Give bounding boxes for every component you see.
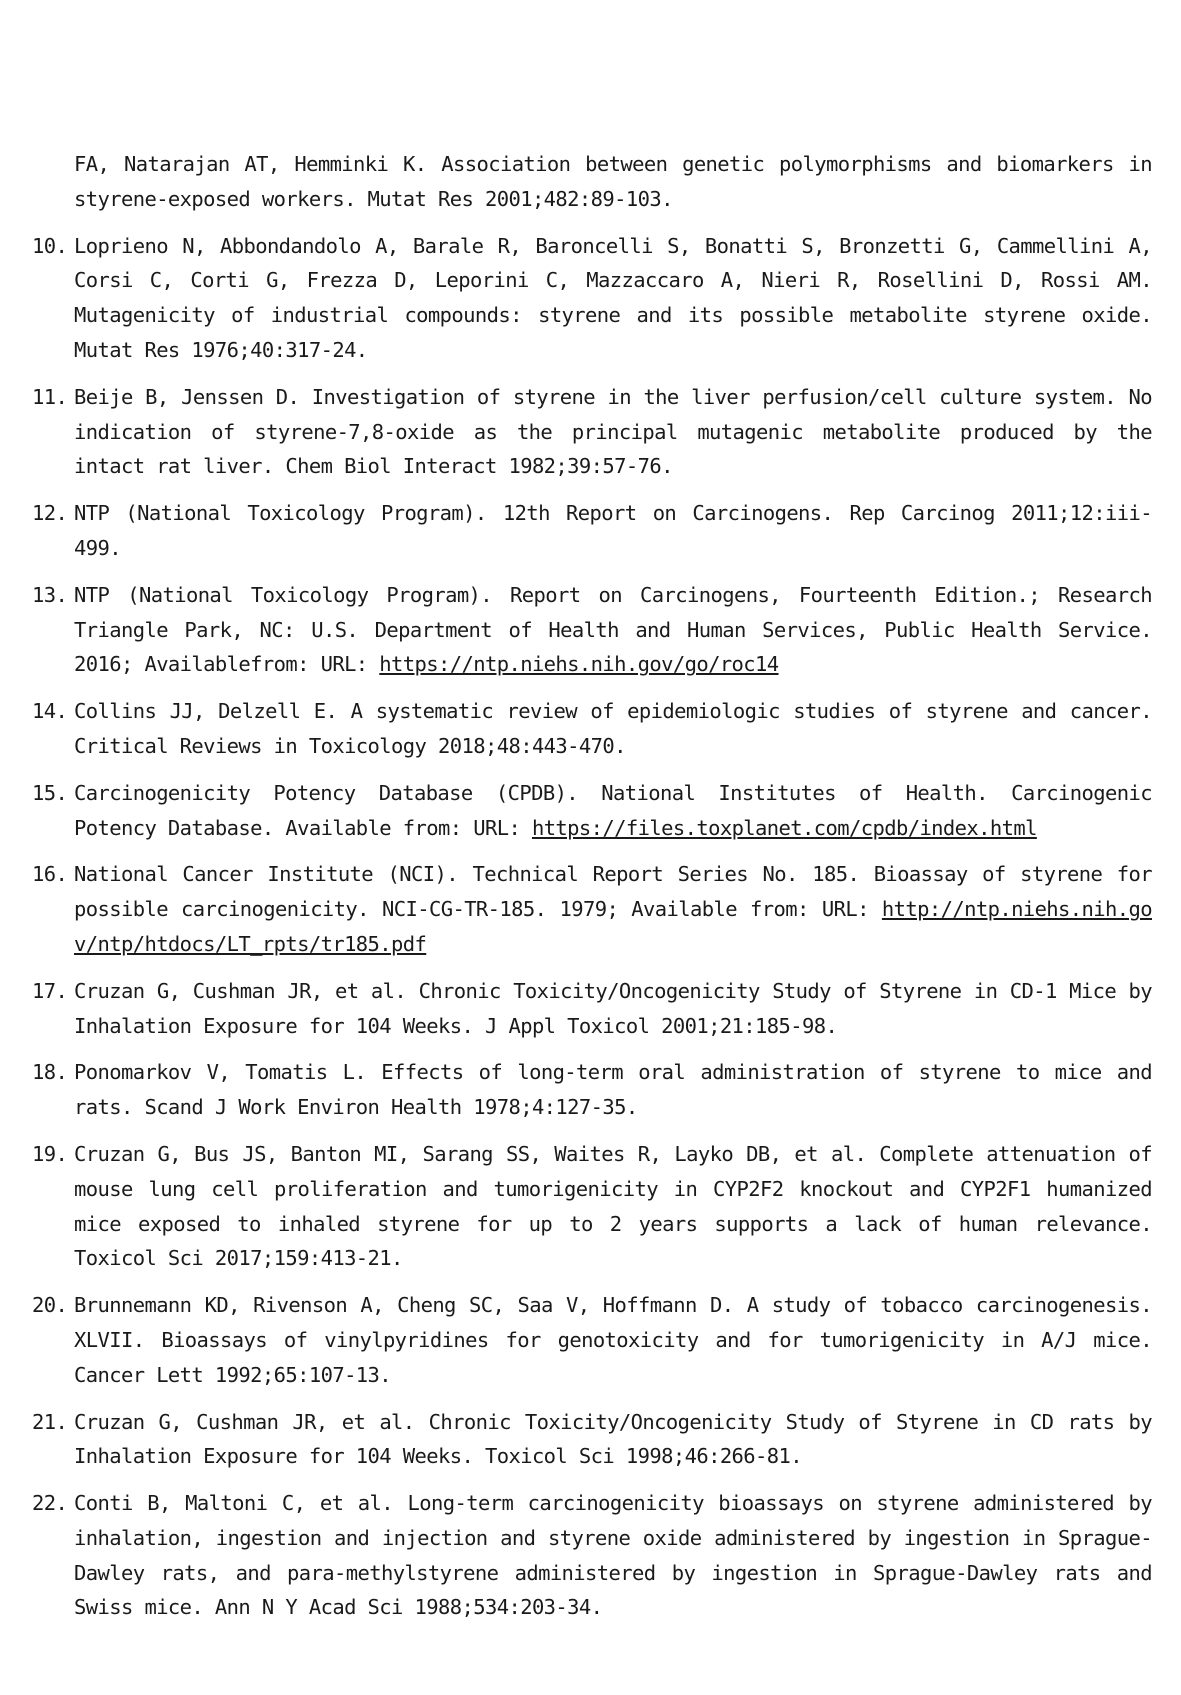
reference-item — [32, 380, 1152, 484]
reference-text: Cruzan G, Bus JS, Banton MI, Sarang SS, Waites R, Layko DB, et al. Complete attenuation of mouse lung cell proliferation and tumorigenicity in CYP2F2 knockout and CYP2F1 humanized mice exposed to inhaled styrene for up to 2 years supports a lack of human relevance. Toxicol Sci 2017;159:413-21. — [74, 1141, 1152, 1271]
reference-text: Collins JJ, Delzell E. A systematic review of epidemiologic studies of styrene and cancer. Critical Reviews in Toxicology 2018;48:443-470. — [74, 699, 1152, 758]
reference-item — [32, 578, 1152, 682]
reference-item — [32, 694, 1152, 764]
reference-text: Ponomarkov V, Tomatis L. Effects of long-term oral administration of styrene to mice and rats. Scand J Work Environ Health 1978;4:127-35. — [74, 1060, 1152, 1120]
reference-body — [74, 857, 1152, 961]
reference-number: 15. — [32, 780, 68, 805]
reference-link[interactable]: https://ntp.niehs.nih.gov/go/roc14 — [379, 652, 779, 677]
reference-item — [32, 496, 1152, 566]
reference-text: FA, Natarajan AT, Hemminki K. Association between genetic polymorphisms and biomarkers in styrene-exposed workers. Mutat Res 2001;482:89-103. — [74, 152, 1152, 211]
reference-text: National Cancer Institute (NCI). Technical Report Series No. 185. Bioassay of styrene for possible carcinogenicity. NCI-CG-TR-185. 1979; Available from: URL: — [74, 862, 1152, 922]
reference-number: 11. — [32, 384, 68, 409]
reference-item — [32, 1055, 1152, 1125]
reference-item — [32, 974, 1152, 1044]
reference-body — [74, 578, 1152, 682]
reference-text: NTP (National Toxicology Program). Report on Carcinogens, Fourteenth Edition.; Research Triangle Park, NC: U.S. Department of Health and Human Services, Public Health Service. 2016; Availablefrom: URL: — [74, 582, 1152, 677]
reference-number: 19. — [32, 1141, 68, 1166]
reference-number: 18. — [32, 1060, 68, 1085]
reference-number: 10. — [32, 233, 68, 258]
reference-item — [32, 147, 1152, 217]
reference-text: Brunnemann KD, Rivenson A, Cheng SC, Saa V, Hoffmann D. A study of tobacco carcinogenesis. XLVII. Bioassays of vinylpyridines for genotoxicity and for tumorigenicity in A/J mice. Cancer Lett 1992;65:107-13. — [74, 1293, 1152, 1387]
reference-link[interactable]: https://files.toxplanet.com/cpdb/index.html — [531, 815, 1037, 840]
reference-text: Conti B, Maltoni C, et al. Long-term carcinogenicity bioassays on styrene administered by inhalation, ingestion and injection and styrene oxide administered by ingestion in Sprague-Dawley rats, and para-methylstyrene administered by ingestion in Sprague-Dawley rats and Swiss mice. Ann N Y Acad Sci 1988;534:203-34. — [74, 1491, 1152, 1620]
reference-text: Cruzan G, Cushman JR, et al. Chronic Toxicity/Oncogenicity Study of Styrene in CD-1 Mice by Inhalation Exposure for 104 Weeks. J Appl Toxicol 2001;21:185-98. — [74, 978, 1152, 1038]
reference-item — [32, 1486, 1152, 1625]
reference-item — [32, 1137, 1152, 1276]
reference-number: 13. — [32, 582, 68, 607]
reference-list — [32, 147, 1152, 1637]
reference-number: 20. — [32, 1293, 68, 1318]
reference-item — [32, 776, 1152, 846]
reference-text: Cruzan G, Cushman JR, et al. Chronic Toxicity/Oncogenicity Study of Styrene in CD rats by Inhalation Exposure for 104 Weeks. Toxicol Sci 1998;46:266-81. — [74, 1409, 1152, 1469]
reference-number: 12. — [32, 501, 68, 526]
reference-text: Beije B, Jenssen D. Investigation of styrene in the liver perfusion/cell culture system. No indication of styrene-7,8-oxide as the principal mutagenic metabolite produced by the intact rat liver. Chem Biol Interact 1982;39:57-76. — [74, 384, 1152, 479]
reference-number: 17. — [32, 978, 68, 1003]
reference-number: 16. — [32, 862, 68, 887]
reference-item — [32, 1288, 1152, 1392]
reference-number: 14. — [32, 699, 68, 724]
reference-text: NTP (National Toxicology Program). 12th Report on Carcinogens. Rep Carcinog 2011;12:iii-499. — [74, 501, 1152, 560]
reference-text: Loprieno N, Abbondandolo A, Barale R, Baroncelli S, Bonatti S, Bronzetti G, Cammellini A, Corsi C, Corti G, Frezza D, Leporini C, Mazzaccaro A, Nieri R, Rosellini D, Rossi AM. Mutagenicity of industrial compounds: styrene and its possible metabolite styrene oxide. Mutat Res 1976;40:317-24. — [74, 233, 1152, 362]
reference-item — [32, 1405, 1152, 1475]
reference-number: 21. — [32, 1409, 68, 1434]
reference-link[interactable]: http://ntp.niehs.nih.gov/ntp/htdocs/LT_rpts/tr185.pdf — [74, 897, 1152, 956]
reference-number: 22. — [32, 1491, 68, 1516]
reference-item — [32, 229, 1152, 368]
reference-text: Carcinogenicity Potency Database (CPDB). National Institutes of Health. Carcinogenic Potency Database. Available from: URL: — [74, 780, 1152, 840]
reference-item — [32, 857, 1152, 961]
reference-body — [74, 776, 1152, 846]
